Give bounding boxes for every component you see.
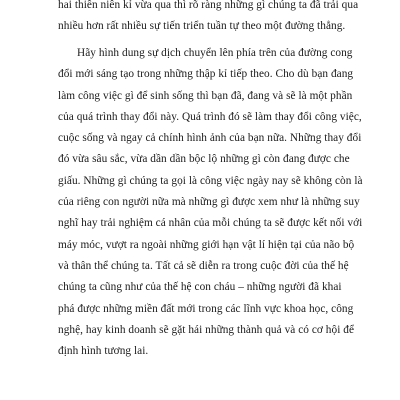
text-line-first: Hãy hình dung sự dịch chuyển lên phía trên của đường cong [77,47,353,59]
text-line: chúng ta cũng như của thế hệ con cháu – những người đã khai [58,281,342,294]
text-line: làm công việc gì để sinh sống thì bạn đã, đang và sẽ là một phần [58,89,353,102]
paragraph-continued [58,0,358,38]
paragraph-main [58,43,363,362]
text-line: giấu. Những gì chúng ta gọi là công việc ngày nay sẽ không còn là [58,174,363,187]
text-line: máy móc, vượt ra ngoài những giới hạn vật lí hiện tại của não bộ [58,238,355,251]
text-line: đó vừa sâu sắc, vừa dần dần bộc lộ những gì còn đang được che [58,153,350,166]
text-line: nghệ, hay kinh doanh sẽ gặt hái những thành quả và có cơ hội để [58,323,355,336]
text-line: cuộc sống và ngay cả chính hình ảnh của bạn nữa. Những thay đổi [58,132,362,145]
text-line: nghĩ hay trải nghiệm cá nhân của mỗi chúng ta sẽ được kết nối với [58,217,363,230]
text-line: hai thiên niên kỉ vừa qua thì rõ ràng những gì chúng ta đã trải qua [58,0,359,11]
text-line: của quá trình thay đổi này. Quá trình đó sẽ làm thay đổi công việc, [58,110,362,123]
text-line: và thân thể chúng ta. Tất cả sẽ diễn ra trong cuộc đời của thế hệ [58,259,349,272]
text-line: định hình tương lai. [58,345,149,358]
text-line: của riêng con người nữa mà những gì được xem như là những suy [58,196,360,209]
text-line: phá được những miền đất mới trong các lĩnh vực khoa học, công [58,302,354,315]
text-line: đổi mới sáng tạo trong những thập kỉ tiếp theo. Cho dù bạn đang [58,68,354,81]
text-line: nhiều hơn rất nhiều sự tiến triển tuần tự theo một đường thẳng. [58,20,346,33]
